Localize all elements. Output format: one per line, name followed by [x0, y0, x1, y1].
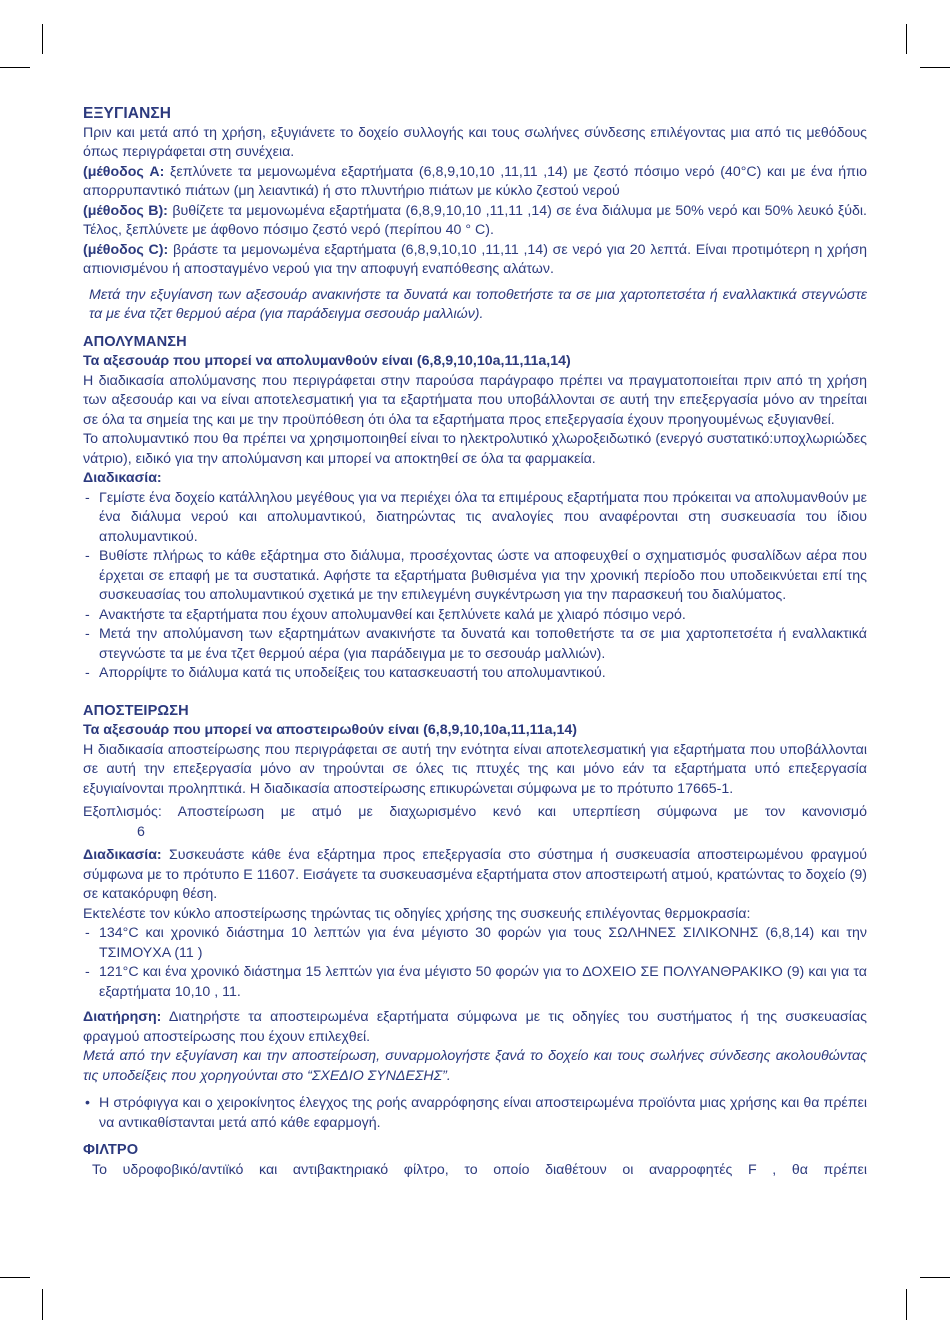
method-c: [83, 241, 867, 280]
sterilization-cycle: - 134°C και χρονικό διάστημα 10 λεπτών για ένα μέγιστο 30 φορών για τους ΣΩΛΗΝΕΣ ΣΙΛΙΚΟΝΗΣ (6,8,14) και την ΤΣΙΜΟΥΧΑ (11 ): [83, 924, 867, 963]
crop-mark-bottom-right-vertical: [906, 1289, 907, 1320]
disinfection-step: - Μετά την απολύμανση των εξαρτημάτων ανακινήστε τα δυνατά και τοποθετήστε τα σε μια χαρτοπετσέτα ή εναλλακτικά στεγνώστε τα με ένα τζετ θερμού αέρα (για παράδειγμα με το σεσουάρ μαλλιών).: [83, 625, 867, 664]
sterilization-equipment: Εξοπλισμός: Αποστείρωση με ατμό με διαχωρισμένο κενό και υπερπίεση σύμφωνα με τον κανονισμό: [83, 804, 867, 820]
crop-mark-top-left-horizontal: [0, 67, 30, 68]
sterilization-reassembly-note: Μετά από την εξυγίανση και την αποστείρωση, συναρμολογήστε ξανά το δοχείο και τους σωλήνες σύνδεσης ακολουθώντας τις υποδείξεις που χορηγούνται στο “ΣΧΕΔΙΟ ΣΥΝΔΕΣΗΣ”.: [83, 1048, 867, 1084]
sterilization-procedure-label: Διαδικασία:: [83, 847, 162, 863]
filter-text: Το υδροφοβικό/αντιϊκό και αντιβακτηριακό φίλτρο, το οποίο διαθέτουν οι αναρροφητές F , θα πρέπει: [92, 1161, 867, 1178]
disinfection-step: - Ανακτήστε τα εξαρτήματα που έχουν απολυμανθεί και ξεπλύνετε καλά με χλιαρό πόσιμο νερό.: [83, 606, 867, 626]
sterilization-cycle-intro: Εκτελέστε τον κύκλο αποστείρωσης τηρώντας τις οδηγίες χρήσης της συσκευής επιλέγοντας θερμοκρασία:: [83, 905, 751, 922]
filter-title: ΦΙΛΤΡΟ: [83, 1142, 139, 1158]
disinfection-steps: [83, 489, 867, 684]
filter-section: [83, 1141, 867, 1180]
disinfection-procedure-label: Διαδικασία:: [83, 470, 162, 486]
sterilization-bullets: [83, 1094, 867, 1133]
sterilization-procedure: [83, 846, 867, 905]
crop-mark-top-right-horizontal: [920, 67, 950, 68]
method-a-text: ξεπλύνετε τα μεμονωμένα εξαρτήματα (6,8,9,10,10 ,11,11 ,14) με ζεστό πόσιμο νερό (40°C) και με ένα ήπιο απορρυπαντικό πιάτων (μη λειαντικά) ή στο πλυντήριο πιάτων με κύκλο ζεστού νερού: [83, 163, 868, 199]
crop-mark-bottom-left-vertical: [42, 1289, 43, 1320]
sterilization-maintenance: [83, 1008, 867, 1047]
sterilization-bullet: • Η στρόφιγγα και ο χειροκίνητος έλεγχος της ροής αναρρόφησης είναι αποστειρωμένα προϊόντα μιας χρήσης και θα πρέπει να αντικαθίστανται μετά από κάθε εφαρμογή.: [83, 1094, 867, 1133]
manual-page: [83, 104, 867, 1180]
cleaning-section: [83, 104, 867, 325]
disinfection-step: - Γεμίστε ένα δοχείο κατάλληλου μεγέθους για να περιέχει όλα τα επιμέρους εξαρτήματα που πρόκειται να απολυμανθούν με ένα διάλυμα νερού και απολυμαντικού, διατηρώντας τις αναλογίες που αναφέρονται στη συσκευασία του ίδιου απολυμαντικού.: [83, 489, 867, 548]
disinfection-subtitle: Τα αξεσουάρ που μπορεί να απολυμανθούν είναι (6,8,9,10,10a,11,11a,14): [83, 353, 571, 369]
disinfection-section: [83, 333, 867, 684]
sterilization-title: ΑΠΟΣΤΕΙΡΩΣΗ: [83, 702, 189, 719]
method-a: [83, 163, 867, 202]
disinfection-step: - Απορρίψτε το διάλυμα κατά τις υποδείξεις του κατασκευαστή του απολυμαντικού.: [83, 664, 867, 684]
crop-mark-bottom-left-horizontal: [0, 1277, 30, 1278]
sterilization-maintenance-label: Διατήρηση:: [83, 1009, 162, 1025]
sterilization-procedure-text: Συσκευάστε κάθε ένα εξάρτημα προς επεξεργασία στο σύστημα ή συσκευασία αποστειρωμένου φραγμού σύμφωνα με το πρότυπο Ε 11607. Εισάγετε τα συσκευασμένα εξαρτήματα στον αποστειρωτή ατμού, κρατώντας το δοχείο (9) σε κατακόρυφη θέση.: [83, 847, 867, 902]
sterilization-para1: Η διαδικασία αποστείρωσης που περιγράφεται σε αυτή την ενότητα είναι αποτελεσματική για εξαρτήματα που υποβάλλονται σε αυτή την επεξεργασία μόνο αν τηρούνται σε όλες τις πτυχές της και μόνο εάν τα εξαρτήματα υπό επεξεργασία εξυγιαίνονται προληπτικά. Η διαδικασία αποστείρωσης επικυρώνεται σύμφωνα με το πρότυπο 17665-1.: [83, 741, 867, 797]
cleaning-intro: Πριν και μετά από τη χρήση, εξυγιάνετε το δοχείο συλλογής και τους σωλήνες σύνδεσης επιλέγοντας μια από τις μεθόδους όπως περιγράφεται στη συνέχεια.: [83, 124, 867, 160]
method-c-text: βράστε τα μεμονωμένα εξαρτήματα (6,8,9,10,10 ,11,11 ,14) σε νερό για 20 λεπτά. Είναι προτιμότερη η χρήση απιονισμένου ή αποσταγμένο νερού για την αποφυγή εναπόθεσης αλάτων.: [83, 241, 867, 277]
disinfection-para1: Η διαδικασία απολύμανσης που περιγράφεται στην παρούσα παράγραφο πρέπει να πραγματοποιείται πριν από τη χρήση των αξεσουάρ και να είναι αποτελεσματική για τα εξαρτήματα που υποβάλλονται σε αυτή την επεξεργασία μόνο αν τηρείται σε όλα τα σημεία της και με την προϋπόθεση ότι όλα τα εξαρτήματα προς επεξεργασία έχουν προηγουμένως εξυγιανθεί.: [83, 372, 867, 428]
sterilization-section: [83, 702, 867, 1134]
cleaning-title: ΕΞΥΓΙΑΝΣΗ: [83, 105, 172, 122]
crop-mark-top-left-vertical: [42, 24, 43, 54]
method-a-label: (μέθοδος A:: [83, 163, 165, 180]
method-b-label: (μέθοδος B):: [83, 202, 168, 219]
method-b: [83, 202, 867, 241]
cleaning-note: Μετά την εξυγίανση των αξεσουάρ ανακινήστε τα δυνατά και τοποθετήστε τα σε μια χαρτοπετσέτα ή εναλλακτικά στεγνώστε τα με ένα τζετ θερμού αέρα (για παράδειγμα σεσουάρ μαλλιών).: [89, 286, 867, 322]
disinfection-para2: Το απολυμαντικό που θα πρέπει να χρησιμοποιηθεί είναι το ηλεκτρολυτικό χλωροξειδωτικό (ενεργό συστατικό:υποχλωριώδες νάτριο), ειδικό για την απολύμανση και μπορεί να αποκτηθεί σε όλα τα φαρμακεία.: [83, 431, 867, 467]
sterilization-cycles: [83, 924, 867, 1002]
sterilization-equipment-cont: 6: [137, 823, 145, 840]
section-spacer: [83, 684, 867, 702]
method-b-text: βυθίζετε τα μεμονωμένα εξαρτήματα (6,8,9,10,10 ,11,11 ,14) σε ένα διάλυμα με 50% νερό και 50% λευκό ξύδι. Τέλος, ξεπλύνετε με άφθονο πόσιμο ζεστό νερό (περίπου 40 ° C).: [83, 202, 867, 238]
disinfection-title: ΑΠΟΛΥΜΑΝΣΗ: [83, 333, 187, 350]
disinfection-step: - Βυθίστε πλήρως το κάθε εξάρτημα στο διάλυμα, προσέχοντας ώστε να αποφευχθεί ο σχηματισμός φυσαλίδων αέρα που έρχεται σε επαφή με τα συστατικά. Αφήστε τα εξαρτήματα βυθισμένα για την χρονική περίοδο που υποδεικνύεται επί της συσκευασίας του απολυμαντικού σχετικά με την επιλεγμένη συγκέντρωση για την παρασκευή του διαλύματος.: [83, 547, 867, 606]
crop-mark-top-right-vertical: [906, 24, 907, 54]
method-c-label: (μέθοδος C):: [83, 241, 169, 258]
crop-mark-bottom-right-horizontal: [920, 1277, 950, 1278]
sterilization-subtitle: Τα αξεσουάρ που μπορεί να αποστειρωθούν είναι (6,8,9,10,10a,11,11a,14): [83, 722, 577, 738]
sterilization-cycle: - 121°C και ένα χρονικό διάστημα 15 λεπτών για ένα μέγιστο 50 φορών για το ΔΟΧΕΙΟ ΣΕ ΠΟΛΥΑΝΘΡΑΚΙΚΟ (9) και για τα εξαρτήματα 10,10 , 11.: [83, 963, 867, 1002]
sterilization-maintenance-text: Διατηρήστε τα αποστειρωμένα εξαρτήματα σύμφωνα με τις οδηγίες του συστήματος ή της συσκευασίας φραγμού αποστείρωσης που έχουν επιλεχθεί.: [83, 1009, 867, 1045]
